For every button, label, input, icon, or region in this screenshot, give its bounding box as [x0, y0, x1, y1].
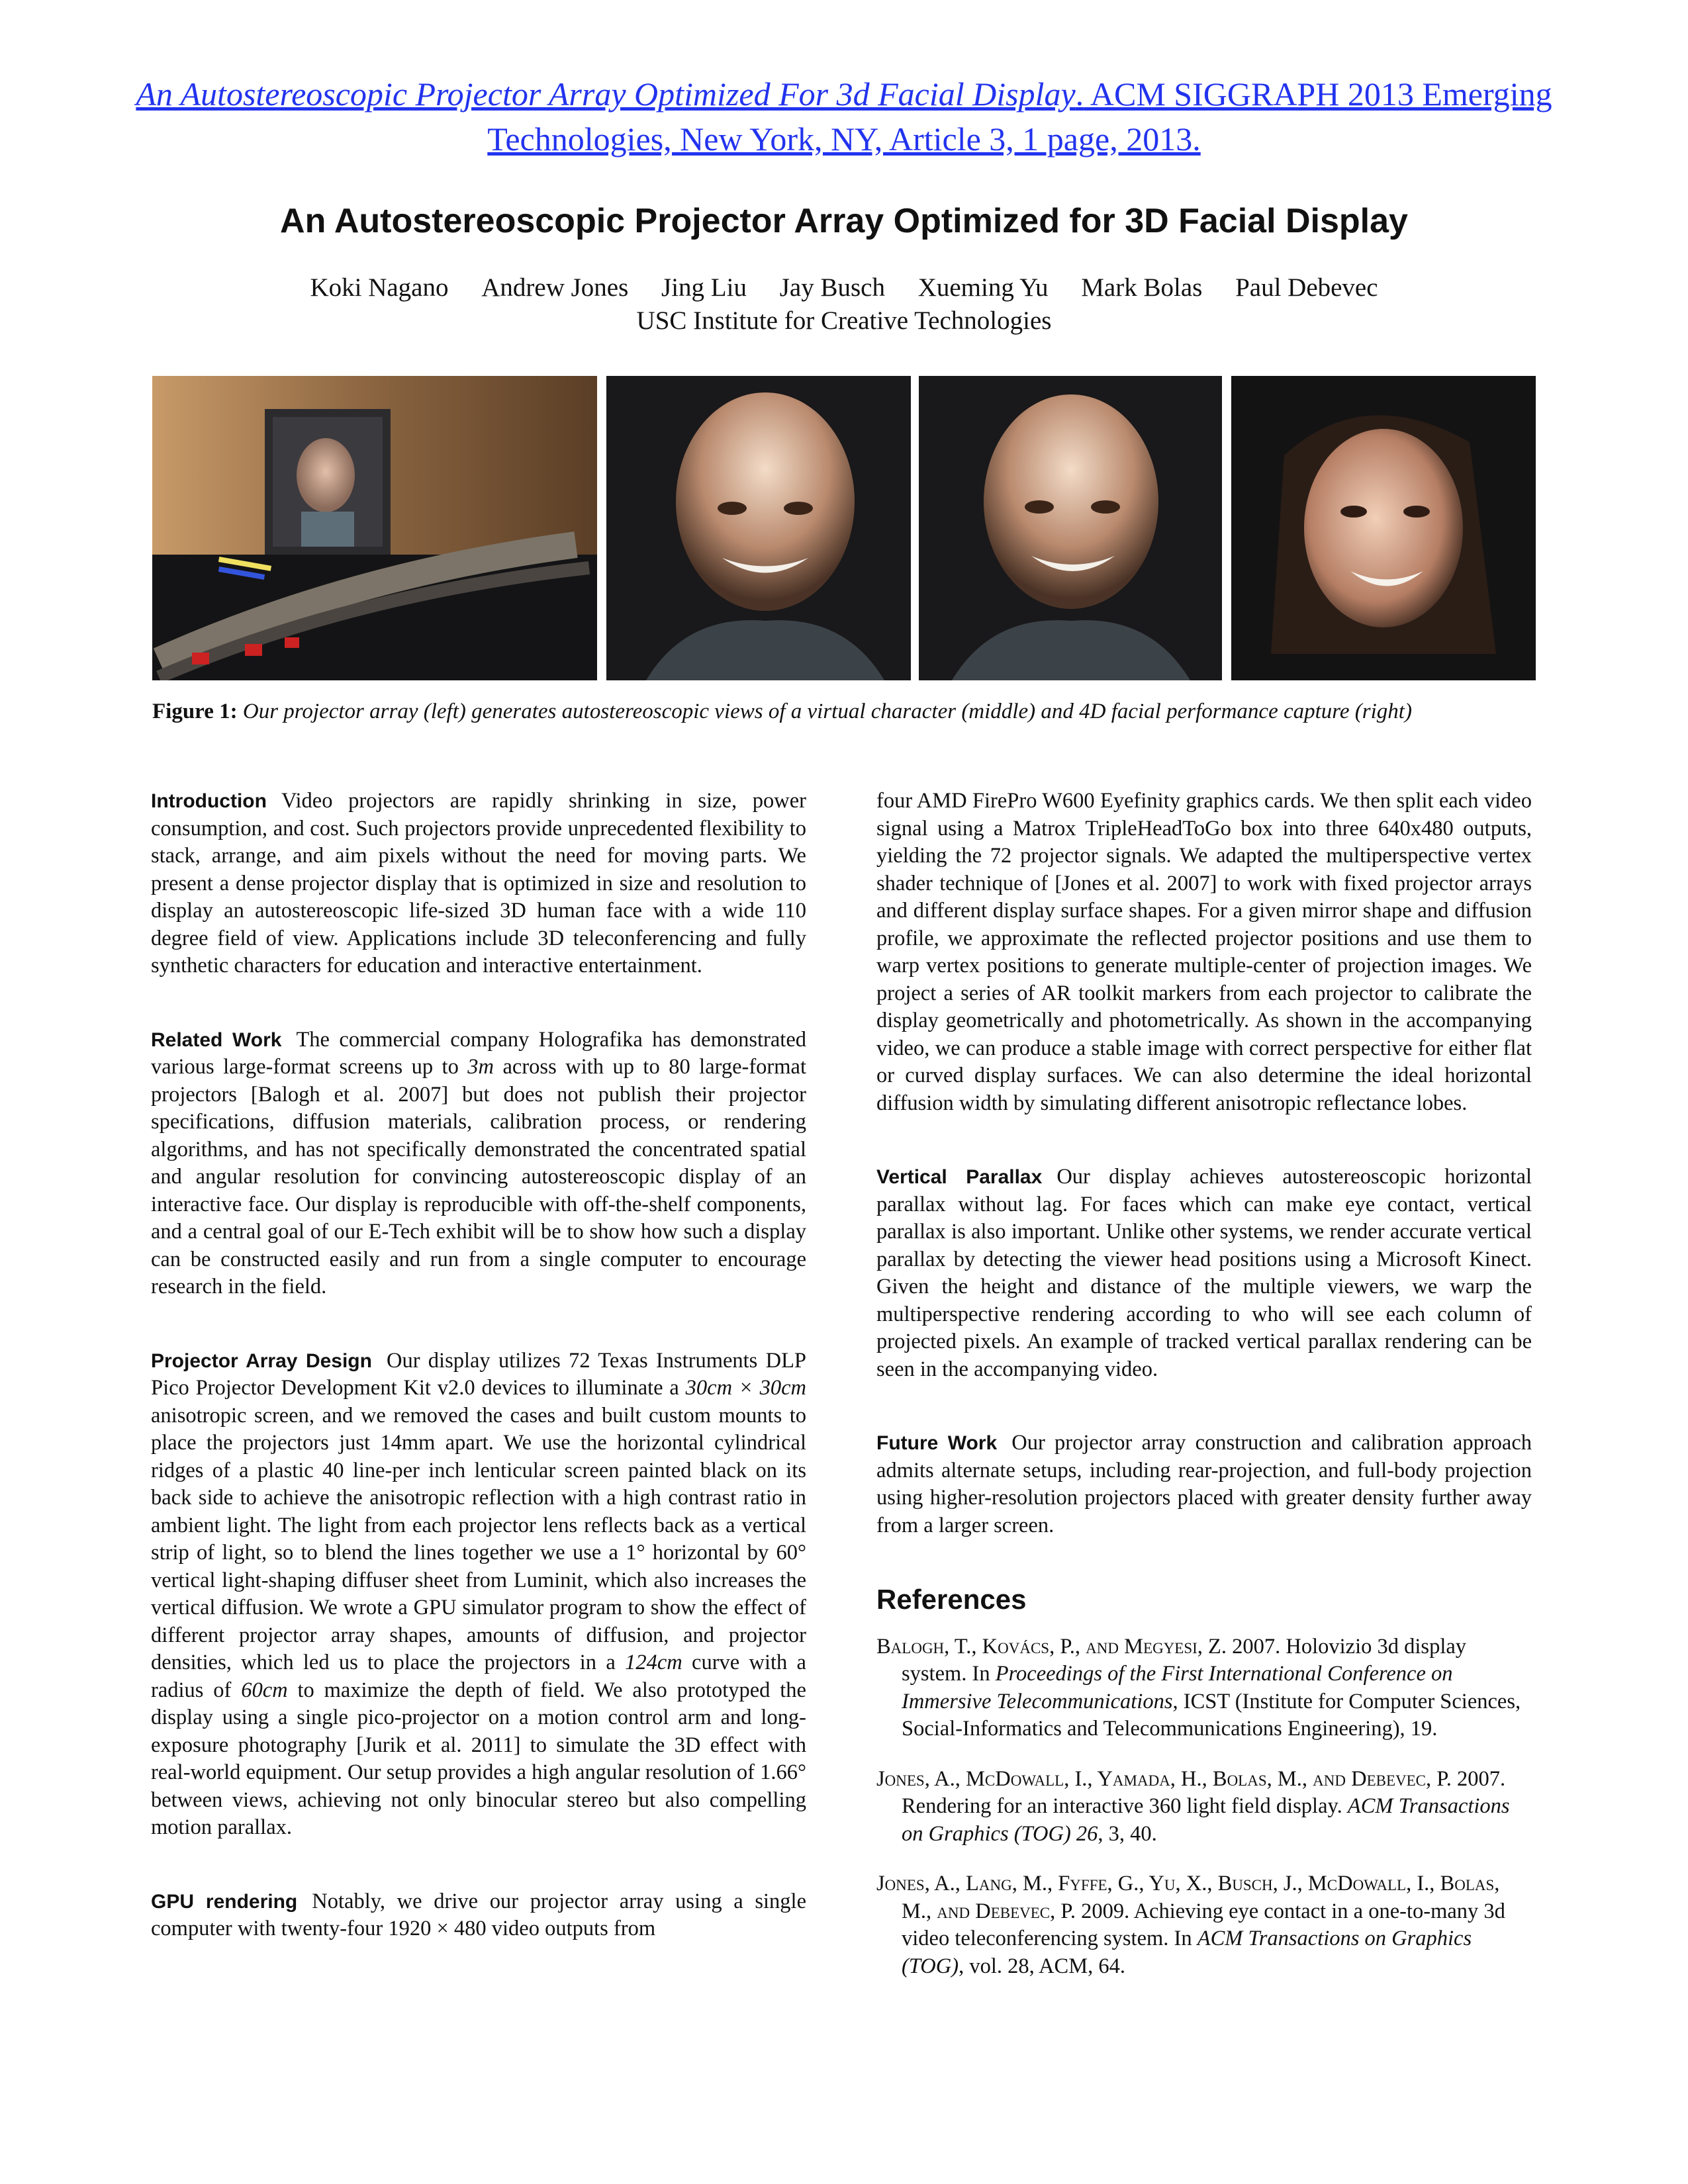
reference-item [876, 1633, 1532, 1743]
section-body: to maximize the depth of field. We also prototyped the display using a single pico-projector on a motion control arm and long-exposure photography [Jurik et al. 2011] to simulate the 3D effect with real-world equipment. Our setup provides a high angular resolution of [151, 1678, 806, 1784]
math-inline: 1° [626, 1541, 645, 1565]
reference-venue: Proceedings of the First International Conference on Immersive Telecommunications [902, 1662, 1453, 1713]
affiliation: USC Institute for Creative Technologies [636, 306, 1052, 335]
section-body: video outputs from [486, 1917, 656, 1940]
author-name: Jing Liu [661, 273, 747, 302]
math-inline: 1.66° [760, 1760, 806, 1784]
section-heading: Vertical Parallax [876, 1166, 1043, 1188]
section-gpu-rendering-cont [876, 788, 1532, 1117]
author-name: Mark Bolas [1081, 273, 1203, 302]
left-column [151, 788, 806, 1943]
math-inline: 124cm [625, 1651, 682, 1674]
math-inline: 30cm × 30cm [685, 1376, 806, 1400]
section-heading: Future Work [876, 1432, 998, 1454]
section-body: four AMD FirePro W600 Eyefinity graphics cards. We then split each video signal using a Matrox TripleHeadToGo box into three 640x480 outputs, yielding the 72 projector signals. We adapted the multiperspective vertex shader technique of [Jones et al. 2007] to work with fixed projector arrays and different display surface shapes. For a given mirror shape and diffusion profile, we approximate the reflected projector positions and use them to warp vertex positions to generate multiple-center of projection images. We project a series of AR toolkit markers from each projector to calibrate the display geometrically and photometrically. As shown in the accompanying video, we can produce a stable image with correct perspective for either flat or curved display surfaces. We can also determine the ideal horizontal diffusion width by simulating different anisotropic reflectance lobes. [876, 789, 1532, 1115]
reference-authors: Jones, A., Lang, M., Fyffe, G., Yu, X., Busch, J., McDowall, I., Bolas, M., and Debevec, P. [876, 1872, 1500, 1923]
reference-venue: ACM Transactions on Graphics (TOG) [902, 1927, 1472, 1978]
section-body: Our display achieves autostereoscopic horizontal parallax without lag. For faces which can make eye contact, vertical parallax is also important. Unlike other systems, we render accurate vertical parallax by detecting the viewer head positions using a Microsoft Kinect. Given the height and distance of the multiple viewers, we warp the multiperspective rendering according to who will see each column of projected pixels. An example of tracked vertical parallax rendering can be seen in the accompanying video. [876, 1165, 1532, 1381]
section-body: horizontal by [645, 1541, 776, 1565]
author-name: Andrew Jones [481, 273, 629, 302]
figure-label: Figure 1: [152, 700, 238, 723]
section-heading: Related Work [151, 1028, 282, 1051]
section-related-work [151, 1026, 806, 1301]
citation-venue-link[interactable]: ACM SIGGRAPH 2013 Emerging Technologies, New York, NY, Article 3, 1 page, 2013. [487, 75, 1552, 158]
section-heading: Projector Array Design [151, 1349, 372, 1372]
math-inline: 3m [467, 1055, 494, 1079]
reference-authors: Jones, A., McDowall, I., Yamada, H., Bolas, M., and Debevec, P. [876, 1766, 1452, 1791]
reference-text: 2007. Holovizio 3d display system. In [902, 1634, 1467, 1686]
section-body: across with up to 80 large-format projectors [Balogh et al. 2007] but does not publish their projector specifications, diffusion materials, calibration process, or rendering algorithms, and has not specifically demonstrated the concentrated spatial and angular resolution for convincing autostereoscopic display of an interactive face. Our display is reproducible with off-the-shelf components, and a central goal of our E-Tech exhibit will be to show how such a display can be constructed easily and run from a single computer to encourage research in the field. [151, 1055, 806, 1298]
author-name: Paul Debevec [1235, 273, 1378, 302]
references-heading: References [876, 1584, 1027, 1615]
performance-capture-photo [1231, 376, 1536, 680]
section-body: Notably, we drive our projector array using a single computer with twenty-four [151, 1889, 807, 1940]
author-name: Jay Busch [779, 273, 885, 302]
section-projector-array-design [151, 1347, 806, 1842]
section-body: Our projector array construction and calibration approach admits alternate setups, including rear-projection, and full-body projection using higher-resolution projectors placed with greater density further away from a larger screen. [876, 1431, 1532, 1537]
section-body: anisotropic screen, and we removed the cases and built custom mounts to place the projectors just 14mm apart. We use the horizontal cylindrical ridges of a plastic 40 line-per inch lenticular screen painted black on its back side to achieve the anisotropic reflection with a high contrast ratio in ambient light. The light from each projector lens reflects back as a vertical strip of light, so to blend the lines together we use a [151, 1403, 806, 1565]
section-gpu-rendering-start [151, 1888, 806, 1943]
section-body: between views, achieving not only binocular stereo but also compelling motion parallax. [151, 1788, 806, 1839]
math-inline: 1920 × 480 [388, 1917, 487, 1940]
author-name: Xueming Yu [917, 273, 1049, 302]
section-heading: GPU rendering [151, 1890, 298, 1913]
section-body: vertical light-shaping diffuser sheet from Luminit, which also increases the vertical diffusion. We wrote a GPU simulator program to show the effect of different projector array shapes, amounts of diffusion, and projector densities, which led us to place the projectors in a [151, 1568, 806, 1674]
virtual-character-photo-1 [606, 376, 911, 680]
citation-header [79, 71, 1609, 161]
reference-venue: ACM Transactions on Graphics (TOG) 26 [902, 1794, 1510, 1846]
reference-text: , 3, 40. [1098, 1821, 1157, 1846]
reference-item [876, 1766, 1532, 1848]
author-name: Koki Nagano [310, 273, 449, 302]
math-inline: 60° [776, 1541, 806, 1565]
figure-caption [152, 696, 1536, 727]
reference-text: 2009. Achieving eye contact in a one-to-many 3d video teleconferencing system. In [902, 1899, 1505, 1950]
section-vertical-parallax [876, 1163, 1532, 1383]
section-introduction [151, 788, 806, 980]
virtual-character-photo-2 [919, 376, 1222, 680]
citation-title-link[interactable]: An Autostereoscopic Projector Array Optimized For 3d Facial Display. [136, 75, 1084, 113]
section-heading: Introduction [151, 790, 267, 812]
section-body: Video projectors are rapidly shrinking in size, power consumption, and cost. Such projectors provide unprecedented flexibility to stack, arrange, and aim pixels without the need for moving parts. We present a dense projector display that is optimized in size and resolution to display an autostereoscopic life-sized 3D human face with a wide 110 degree field of view. Applications include 3D teleconferencing and fully synthetic characters for education and interactive entertainment. [151, 789, 806, 978]
paper-title: An Autostereoscopic Projector Array Optimized for 3D Facial Display [280, 202, 1408, 240]
reference-text: , vol. 28, ACM, 64. [959, 1954, 1125, 1978]
reference-item [876, 1870, 1532, 1980]
projector-array-photo [152, 376, 597, 680]
section-future-work [876, 1430, 1532, 1539]
right-column [876, 788, 1532, 2003]
math-inline: 60cm [241, 1678, 288, 1702]
section-body: The commercial company Holografika has demonstrated various large-format screens up to [151, 1027, 806, 1079]
reference-authors: Balogh, T., Kovács, P., and Megyesi, Z. [876, 1634, 1227, 1659]
figure-caption-text: Our projector array (left) generates autostereoscopic views of a virtual character (middle) and 4D facial performance capture (right) [242, 700, 1412, 723]
section-body: Our display utilizes 72 Texas Instruments DLP Pico Projector Development Kit v2.0 devices to illuminate a [151, 1348, 806, 1400]
reference-text: 2007. Rendering for an interactive 360 light field display. [902, 1766, 1506, 1818]
section-body: curve with a radius of [151, 1651, 806, 1702]
author-list [0, 273, 1688, 302]
reference-text: , ICST (Institute for Computer Sciences, Social-Informatics and Telecommunications Engineering), 19. [902, 1689, 1521, 1741]
